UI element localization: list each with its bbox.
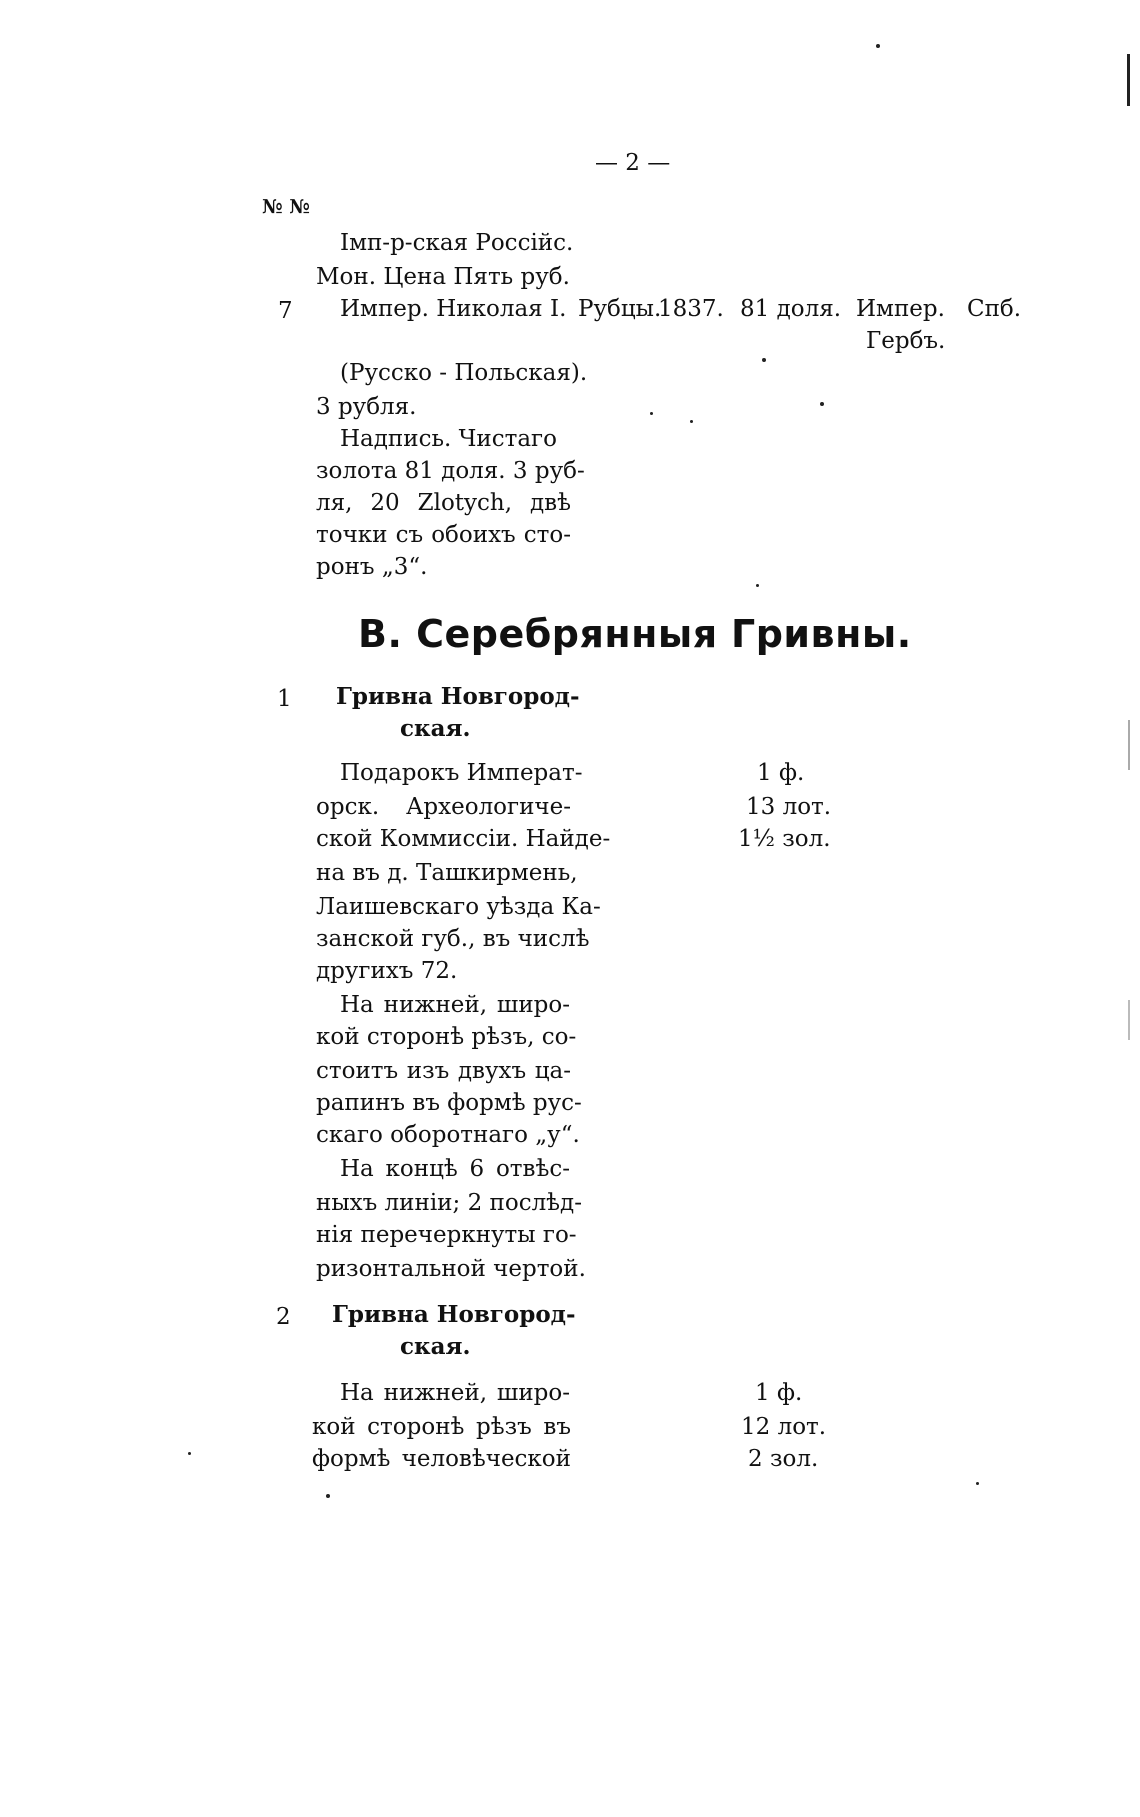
entry-weight: 12 лот. [741, 1414, 827, 1440]
scan-speck [690, 420, 693, 423]
scan-speck [188, 1452, 191, 1455]
entry-desc-line: На нижней, широ- [340, 1380, 570, 1406]
entry-desc-line: ской Коммиссіи. Найде- [316, 826, 611, 852]
entry7-weight: 81 доля. [740, 296, 842, 322]
entry-desc-line: кой сторонѣ рѣзъ, со- [316, 1024, 577, 1050]
entry-desc-line: стоитъ изъ двухъ ца- [316, 1058, 571, 1084]
entry-desc-line: кой сторонѣ рѣзъ въ [312, 1414, 571, 1440]
entry7-desc-line: Імп-р-ская Россійс. [340, 230, 574, 256]
scan-margin-mark [1128, 1000, 1130, 1040]
entry-number: 7 [278, 298, 293, 324]
entry7-desc-line: Мон. Цена Пять руб. [316, 264, 570, 290]
entry7-desc-line: (Русско - Польская). [340, 360, 588, 386]
entry-desc-line: формѣ человѣческой [312, 1446, 571, 1472]
entry-title: ская. [400, 1333, 471, 1360]
entry7-mint: Спб. [967, 296, 1022, 322]
entry-desc-line: орск. Археологиче- [316, 794, 571, 820]
entry-desc-line: нія перечеркнуты го- [316, 1222, 577, 1248]
entry-title: Гривна Новгород- [332, 1301, 576, 1328]
entry7-desc-line: золота 81 доля. 3 руб- [316, 458, 585, 484]
entry7-desc-line: ронъ „3“. [316, 554, 428, 580]
entry7-ruler: Импер. Николая I. [340, 296, 567, 322]
entry-desc-line: ныхъ линіи; 2 послѣд- [316, 1190, 582, 1216]
scan-speck [820, 402, 824, 406]
scan-speck [762, 358, 766, 362]
entry-desc-line: На концѣ 6 отвѣс- [340, 1156, 570, 1182]
scan-speck [876, 44, 880, 48]
entry-desc-line: На нижней, широ- [340, 992, 570, 1018]
scan-speck [976, 1482, 979, 1485]
entry-weight: 13 лот. [746, 794, 832, 820]
scan-margin-mark [1128, 720, 1130, 770]
entry7-edge: Рубцы. [578, 296, 662, 322]
entry-title: ская. [400, 715, 471, 742]
scan-margin-mark [1127, 54, 1130, 106]
entry-weight: 2 зол. [748, 1446, 819, 1472]
scan-speck [326, 1494, 330, 1498]
entry-weight: 1 ф. [755, 1380, 803, 1406]
section-heading: Гривны. [731, 612, 912, 656]
entry-desc-line: ризонтальной чертой. [316, 1256, 586, 1282]
entry-desc-line: другихъ 72. [316, 958, 458, 984]
entry-desc-line: Подарокъ Императ- [340, 760, 583, 786]
entry7-mark: Импер. [856, 296, 945, 322]
entry-desc-line: Лаишевскаго уѣзда Ка- [316, 894, 601, 920]
entry-desc-line: на въ д. Ташкирмень, [316, 860, 578, 886]
entry7-desc-line: Надпись. Чистаго [340, 426, 557, 452]
entry-number: 2 [276, 1304, 291, 1330]
entry7-year: 1837. [658, 296, 724, 322]
entry-desc-line: занской губ., въ числѣ [316, 926, 590, 952]
entry7-desc-line: точки съ обоихъ сто- [316, 522, 571, 548]
scan-speck [756, 584, 759, 587]
entry7-desc-line: 3 рубля. [316, 394, 417, 420]
entry-title: Гривна Новгород- [336, 683, 580, 710]
entry7-desc-line: ля, 20 Zlotych, двѣ [316, 490, 571, 516]
entry-weight: 1 ф. [757, 760, 805, 786]
entry-weight: 1½ зол. [738, 826, 831, 852]
entry-desc-line: рапинъ въ формѣ рус- [316, 1090, 582, 1116]
scan-speck [650, 412, 653, 415]
entry7-mark: Гербъ. [866, 328, 946, 354]
entry-desc-line: скаго оборотнаго „у“. [316, 1122, 580, 1148]
page-number: — 2 — [595, 150, 671, 176]
entry-number: 1 [277, 686, 292, 712]
column-header: № № [262, 196, 310, 218]
section-heading: В. Серебрянныя [358, 612, 718, 656]
